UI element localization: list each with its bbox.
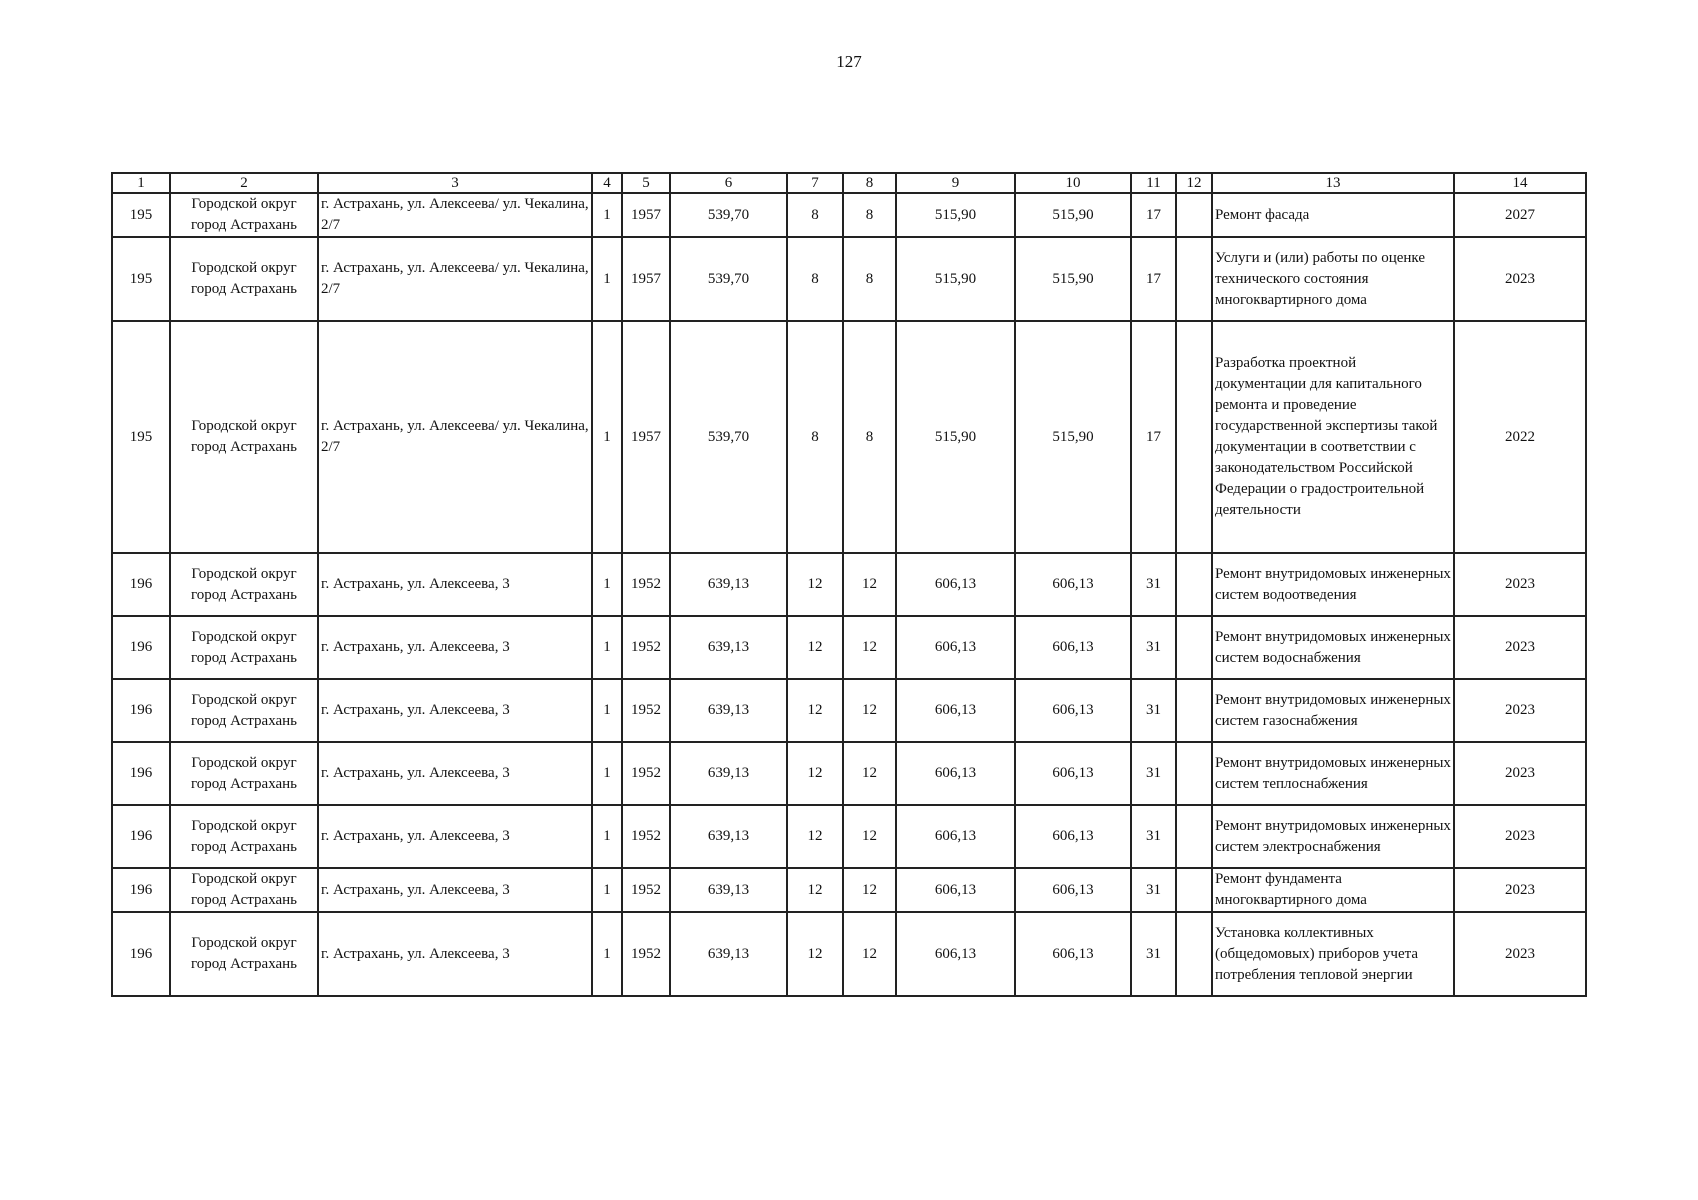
address-cell: г. Астрахань, ул. Алексеева, 3 — [318, 805, 592, 868]
col-4-cell: 1 — [592, 679, 622, 742]
col-12-cell — [1176, 553, 1212, 616]
municipality-cell: Городской округ город Астрахань — [170, 805, 318, 868]
row-number-cell: 196 — [112, 679, 170, 742]
year-cell: 1957 — [622, 237, 670, 321]
work-type-cell: Ремонт внутридомовых инженерных систем водоснабжения — [1212, 616, 1454, 679]
municipality-cell: Городской округ город Астрахань — [170, 679, 318, 742]
page-number: 127 — [836, 52, 862, 71]
col-8-cell: 12 — [843, 553, 896, 616]
planned-year-cell: 2023 — [1454, 805, 1586, 868]
col-4-cell: 1 — [592, 321, 622, 553]
municipality-cell: Городской округ город Астрахань — [170, 868, 318, 912]
col-4-cell: 1 — [592, 868, 622, 912]
planned-year-cell: 2023 — [1454, 742, 1586, 805]
planned-year-cell: 2023 — [1454, 912, 1586, 996]
column-number-row — [112, 173, 1586, 193]
row-number-cell: 195 — [112, 321, 170, 553]
col-8-cell: 12 — [843, 912, 896, 996]
address-cell: г. Астрахань, ул. Алексеева/ ул. Чекалина, 2/7 — [318, 193, 592, 237]
year-cell: 1952 — [622, 912, 670, 996]
planned-year-cell: 2022 — [1454, 321, 1586, 553]
row-number-cell: 195 — [112, 237, 170, 321]
work-type-cell: Ремонт фасада — [1212, 193, 1454, 237]
column-header: 5 — [622, 173, 670, 193]
planned-year-cell: 2023 — [1454, 616, 1586, 679]
address-cell: г. Астрахань, ул. Алексеева/ ул. Чекалина, 2/7 — [318, 321, 592, 553]
total-area-cell: 539,70 — [670, 237, 787, 321]
col-11-cell: 31 — [1131, 616, 1176, 679]
col-11-cell: 17 — [1131, 237, 1176, 321]
work-type-cell: Ремонт фундамента многоквартирного дома — [1212, 868, 1454, 912]
col-7-cell: 12 — [787, 679, 843, 742]
col-9-cell: 606,13 — [896, 912, 1015, 996]
total-area-cell: 639,13 — [670, 616, 787, 679]
col-9-cell: 606,13 — [896, 616, 1015, 679]
total-area-cell: 639,13 — [670, 553, 787, 616]
col-8-cell: 12 — [843, 742, 896, 805]
year-cell: 1952 — [622, 742, 670, 805]
total-area-cell: 539,70 — [670, 321, 787, 553]
col-10-cell: 515,90 — [1015, 321, 1131, 553]
municipality-cell: Городской округ город Астрахань — [170, 321, 318, 553]
col-10-cell: 515,90 — [1015, 193, 1131, 237]
municipality-cell: Городской округ город Астрахань — [170, 193, 318, 237]
col-11-cell: 31 — [1131, 805, 1176, 868]
col-12-cell — [1176, 912, 1212, 996]
address-cell: г. Астрахань, ул. Алексеева, 3 — [318, 742, 592, 805]
planned-year-cell: 2023 — [1454, 679, 1586, 742]
year-cell: 1952 — [622, 805, 670, 868]
col-11-cell: 31 — [1131, 912, 1176, 996]
col-11-cell: 31 — [1131, 679, 1176, 742]
row-number-cell: 196 — [112, 868, 170, 912]
address-cell: г. Астрахань, ул. Алексеева, 3 — [318, 912, 592, 996]
total-area-cell: 639,13 — [670, 912, 787, 996]
col-11-cell: 17 — [1131, 321, 1176, 553]
col-4-cell: 1 — [592, 616, 622, 679]
col-7-cell: 8 — [787, 193, 843, 237]
address-cell: г. Астрахань, ул. Алексеева, 3 — [318, 553, 592, 616]
planned-year-cell: 2023 — [1454, 237, 1586, 321]
col-10-cell: 606,13 — [1015, 679, 1131, 742]
col-4-cell: 1 — [592, 193, 622, 237]
planned-year-cell: 2023 — [1454, 868, 1586, 912]
col-12-cell — [1176, 193, 1212, 237]
col-7-cell: 12 — [787, 616, 843, 679]
col-9-cell: 606,13 — [896, 679, 1015, 742]
col-7-cell: 12 — [787, 912, 843, 996]
col-10-cell: 606,13 — [1015, 805, 1131, 868]
table-row — [112, 237, 1586, 321]
col-12-cell — [1176, 237, 1212, 321]
table-row — [112, 805, 1586, 868]
col-9-cell: 606,13 — [896, 805, 1015, 868]
col-7-cell: 12 — [787, 553, 843, 616]
row-number-cell: 196 — [112, 912, 170, 996]
table-row — [112, 912, 1586, 996]
col-8-cell: 8 — [843, 193, 896, 237]
work-type-cell: Ремонт внутридомовых инженерных систем теплоснабжения — [1212, 742, 1454, 805]
column-header: 7 — [787, 173, 843, 193]
column-header: 4 — [592, 173, 622, 193]
work-type-cell: Ремонт внутридомовых инженерных систем электроснабжения — [1212, 805, 1454, 868]
col-9-cell: 606,13 — [896, 553, 1015, 616]
column-header: 3 — [318, 173, 592, 193]
col-12-cell — [1176, 616, 1212, 679]
col-4-cell: 1 — [592, 742, 622, 805]
col-7-cell: 8 — [787, 237, 843, 321]
table-row — [112, 193, 1586, 237]
col-12-cell — [1176, 321, 1212, 553]
planned-year-cell: 2027 — [1454, 193, 1586, 237]
year-cell: 1952 — [622, 616, 670, 679]
total-area-cell: 639,13 — [670, 805, 787, 868]
col-9-cell: 515,90 — [896, 193, 1015, 237]
col-10-cell: 606,13 — [1015, 553, 1131, 616]
municipality-cell: Городской округ город Астрахань — [170, 237, 318, 321]
col-7-cell: 12 — [787, 742, 843, 805]
total-area-cell: 539,70 — [670, 193, 787, 237]
work-type-cell: Услуги и (или) работы по оценке технического состояния многоквартирного дома — [1212, 237, 1454, 321]
col-8-cell: 12 — [843, 805, 896, 868]
address-cell: г. Астрахань, ул. Алексеева/ ул. Чекалина, 2/7 — [318, 237, 592, 321]
col-8-cell: 12 — [843, 868, 896, 912]
col-11-cell: 31 — [1131, 742, 1176, 805]
col-7-cell: 12 — [787, 868, 843, 912]
col-8-cell: 8 — [843, 237, 896, 321]
table-row — [112, 553, 1586, 616]
col-4-cell: 1 — [592, 805, 622, 868]
total-area-cell: 639,13 — [670, 742, 787, 805]
col-11-cell: 31 — [1131, 553, 1176, 616]
col-10-cell: 515,90 — [1015, 237, 1131, 321]
col-4-cell: 1 — [592, 912, 622, 996]
year-cell: 1952 — [622, 679, 670, 742]
column-header: 8 — [843, 173, 896, 193]
col-9-cell: 606,13 — [896, 868, 1015, 912]
col-12-cell — [1176, 742, 1212, 805]
col-9-cell: 515,90 — [896, 321, 1015, 553]
col-12-cell — [1176, 868, 1212, 912]
col-8-cell: 8 — [843, 321, 896, 553]
column-header: 11 — [1131, 173, 1176, 193]
column-header: 14 — [1454, 173, 1586, 193]
col-7-cell: 12 — [787, 805, 843, 868]
year-cell: 1952 — [622, 868, 670, 912]
municipality-cell: Городской округ город Астрахань — [170, 742, 318, 805]
col-11-cell: 17 — [1131, 193, 1176, 237]
table-row — [112, 868, 1586, 912]
col-10-cell: 606,13 — [1015, 912, 1131, 996]
row-number-cell: 195 — [112, 193, 170, 237]
column-header: 6 — [670, 173, 787, 193]
total-area-cell: 639,13 — [670, 868, 787, 912]
work-type-cell: Установка коллективных (общедомовых) приборов учета потребления тепловой энергии — [1212, 912, 1454, 996]
column-header: 12 — [1176, 173, 1212, 193]
address-cell: г. Астрахань, ул. Алексеева, 3 — [318, 616, 592, 679]
work-type-cell: Разработка проектной документации для капитального ремонта и проведение государственной экспертизы такой документации в соответствии с законодательством Российской Федерации о градостроительной деятельности — [1212, 321, 1454, 553]
row-number-cell: 196 — [112, 553, 170, 616]
work-type-cell: Ремонт внутридомовых инженерных систем водоотведения — [1212, 553, 1454, 616]
year-cell: 1957 — [622, 321, 670, 553]
planned-year-cell: 2023 — [1454, 553, 1586, 616]
col-10-cell: 606,13 — [1015, 868, 1131, 912]
work-type-cell: Ремонт внутридомовых инженерных систем газоснабжения — [1212, 679, 1454, 742]
municipality-cell: Городской округ город Астрахань — [170, 553, 318, 616]
address-cell: г. Астрахань, ул. Алексеева, 3 — [318, 868, 592, 912]
col-9-cell: 606,13 — [896, 742, 1015, 805]
col-8-cell: 12 — [843, 616, 896, 679]
col-12-cell — [1176, 805, 1212, 868]
col-8-cell: 12 — [843, 679, 896, 742]
column-header: 2 — [170, 173, 318, 193]
col-10-cell: 606,13 — [1015, 742, 1131, 805]
total-area-cell: 639,13 — [670, 679, 787, 742]
col-9-cell: 515,90 — [896, 237, 1015, 321]
year-cell: 1957 — [622, 193, 670, 237]
municipality-cell: Городской округ город Астрахань — [170, 912, 318, 996]
col-12-cell — [1176, 679, 1212, 742]
table-row — [112, 321, 1586, 553]
year-cell: 1952 — [622, 553, 670, 616]
col-11-cell: 31 — [1131, 868, 1176, 912]
row-number-cell: 196 — [112, 742, 170, 805]
row-number-cell: 196 — [112, 805, 170, 868]
table-row — [112, 679, 1586, 742]
row-number-cell: 196 — [112, 616, 170, 679]
address-cell: г. Астрахань, ул. Алексеева, 3 — [318, 679, 592, 742]
col-4-cell: 1 — [592, 237, 622, 321]
municipality-cell: Городской округ город Астрахань — [170, 616, 318, 679]
col-7-cell: 8 — [787, 321, 843, 553]
column-header: 10 — [1015, 173, 1131, 193]
col-10-cell: 606,13 — [1015, 616, 1131, 679]
column-header: 9 — [896, 173, 1015, 193]
capital-repair-table — [111, 172, 1587, 997]
col-4-cell: 1 — [592, 553, 622, 616]
column-header: 1 — [112, 173, 170, 193]
column-header: 13 — [1212, 173, 1454, 193]
table-row — [112, 742, 1586, 805]
table-row — [112, 616, 1586, 679]
